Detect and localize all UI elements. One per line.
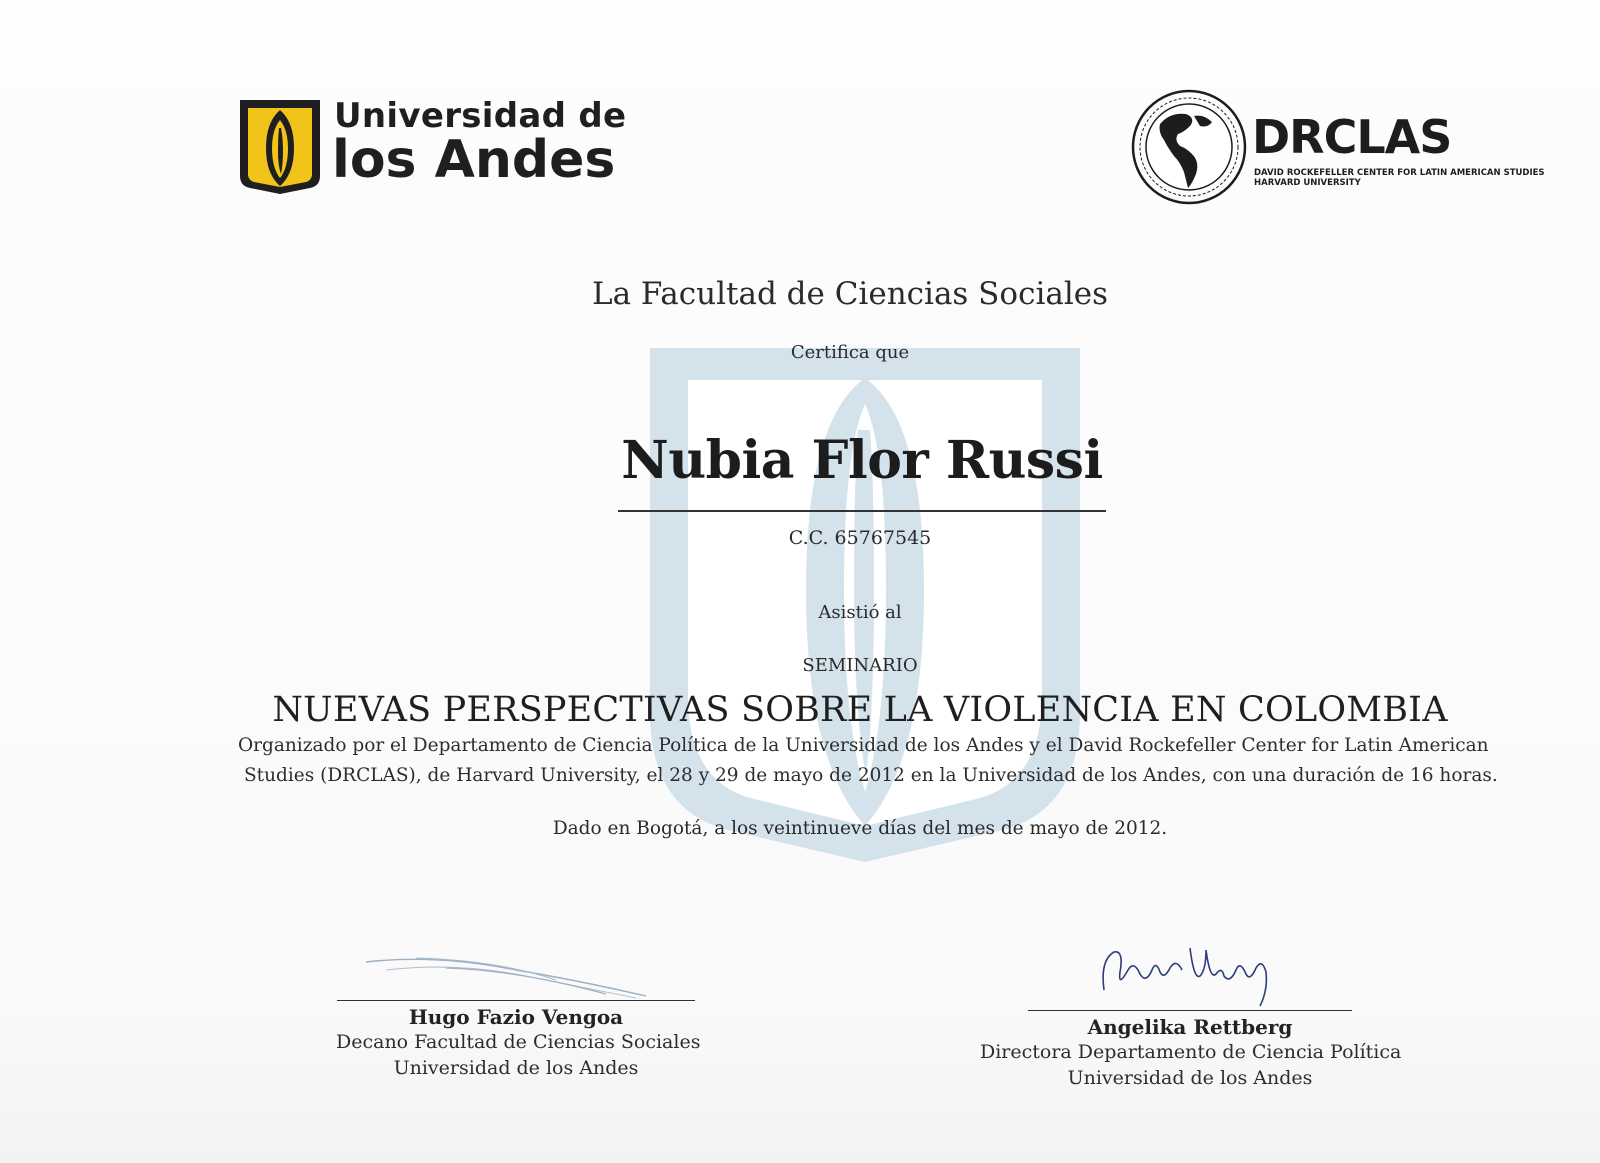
id-number: C.C. 65767545 xyxy=(788,527,932,549)
signer-role: Directora Departamento de Ciencia Política xyxy=(980,1041,1402,1063)
signature-block-dean xyxy=(336,940,701,1081)
certifies-text: Certifica que xyxy=(790,342,910,363)
drclas-university: HARVARD UNIVERSITY xyxy=(1254,178,1361,188)
event-title: NUEVAS PERSPECTIVAS SOBRE LA VIOLENCIA EN COLOMBIA xyxy=(272,690,1448,730)
signature-line xyxy=(1028,1010,1352,1011)
recipient-name: Nubia Flor Russi xyxy=(621,430,1103,491)
attended-text: Asistió al xyxy=(818,602,902,623)
signer-institution: Universidad de los Andes xyxy=(393,1057,639,1079)
signature-block-director xyxy=(980,930,1400,1091)
signature-mark xyxy=(1090,930,1290,1010)
recipient-block xyxy=(618,430,1106,512)
uniandes-logo xyxy=(238,96,627,196)
globe-icon xyxy=(1130,88,1248,206)
drclas-logo xyxy=(1130,88,1550,208)
faculty-heading: La Facultad de Ciencias Sociales xyxy=(591,276,1109,312)
signer-name: Hugo Fazio Vengoa xyxy=(408,1005,624,1029)
issue-statement: Dado en Bogotá, a los veintinueve días del mes de mayo de 2012. xyxy=(552,818,1168,839)
signer-name: Angelika Rettberg xyxy=(1087,1015,1293,1039)
uniandes-wordmark-line-1: Universidad de xyxy=(334,96,627,136)
signer-role: Decano Facultad de Ciencias Sociales xyxy=(336,1031,701,1053)
uniandes-shield-icon xyxy=(238,98,322,194)
signature-mark xyxy=(346,940,686,1000)
description-line-1: Organizado por el Departamento de Ciencia Política de la Universidad de los Andes y el David Rockefeller Center for Latin American xyxy=(238,735,1489,756)
signer-institution: Universidad de los Andes xyxy=(1067,1067,1313,1089)
uniandes-wordmark-line-2: los Andes xyxy=(332,130,616,190)
drclas-wordmark: DRCLAS xyxy=(1252,110,1452,164)
event-type: SEMINARIO xyxy=(802,655,918,676)
signature-line xyxy=(337,1000,695,1001)
drclas-subtitle: DAVID ROCKEFELLER CENTER FOR LATIN AMERICAN STUDIES xyxy=(1254,168,1545,178)
description-line-2: Studies (DRCLAS), de Harvard University, el 28 y 29 de mayo de 2012 en la Universidad de los Andes, con una duración de 16 horas. xyxy=(244,765,1498,786)
